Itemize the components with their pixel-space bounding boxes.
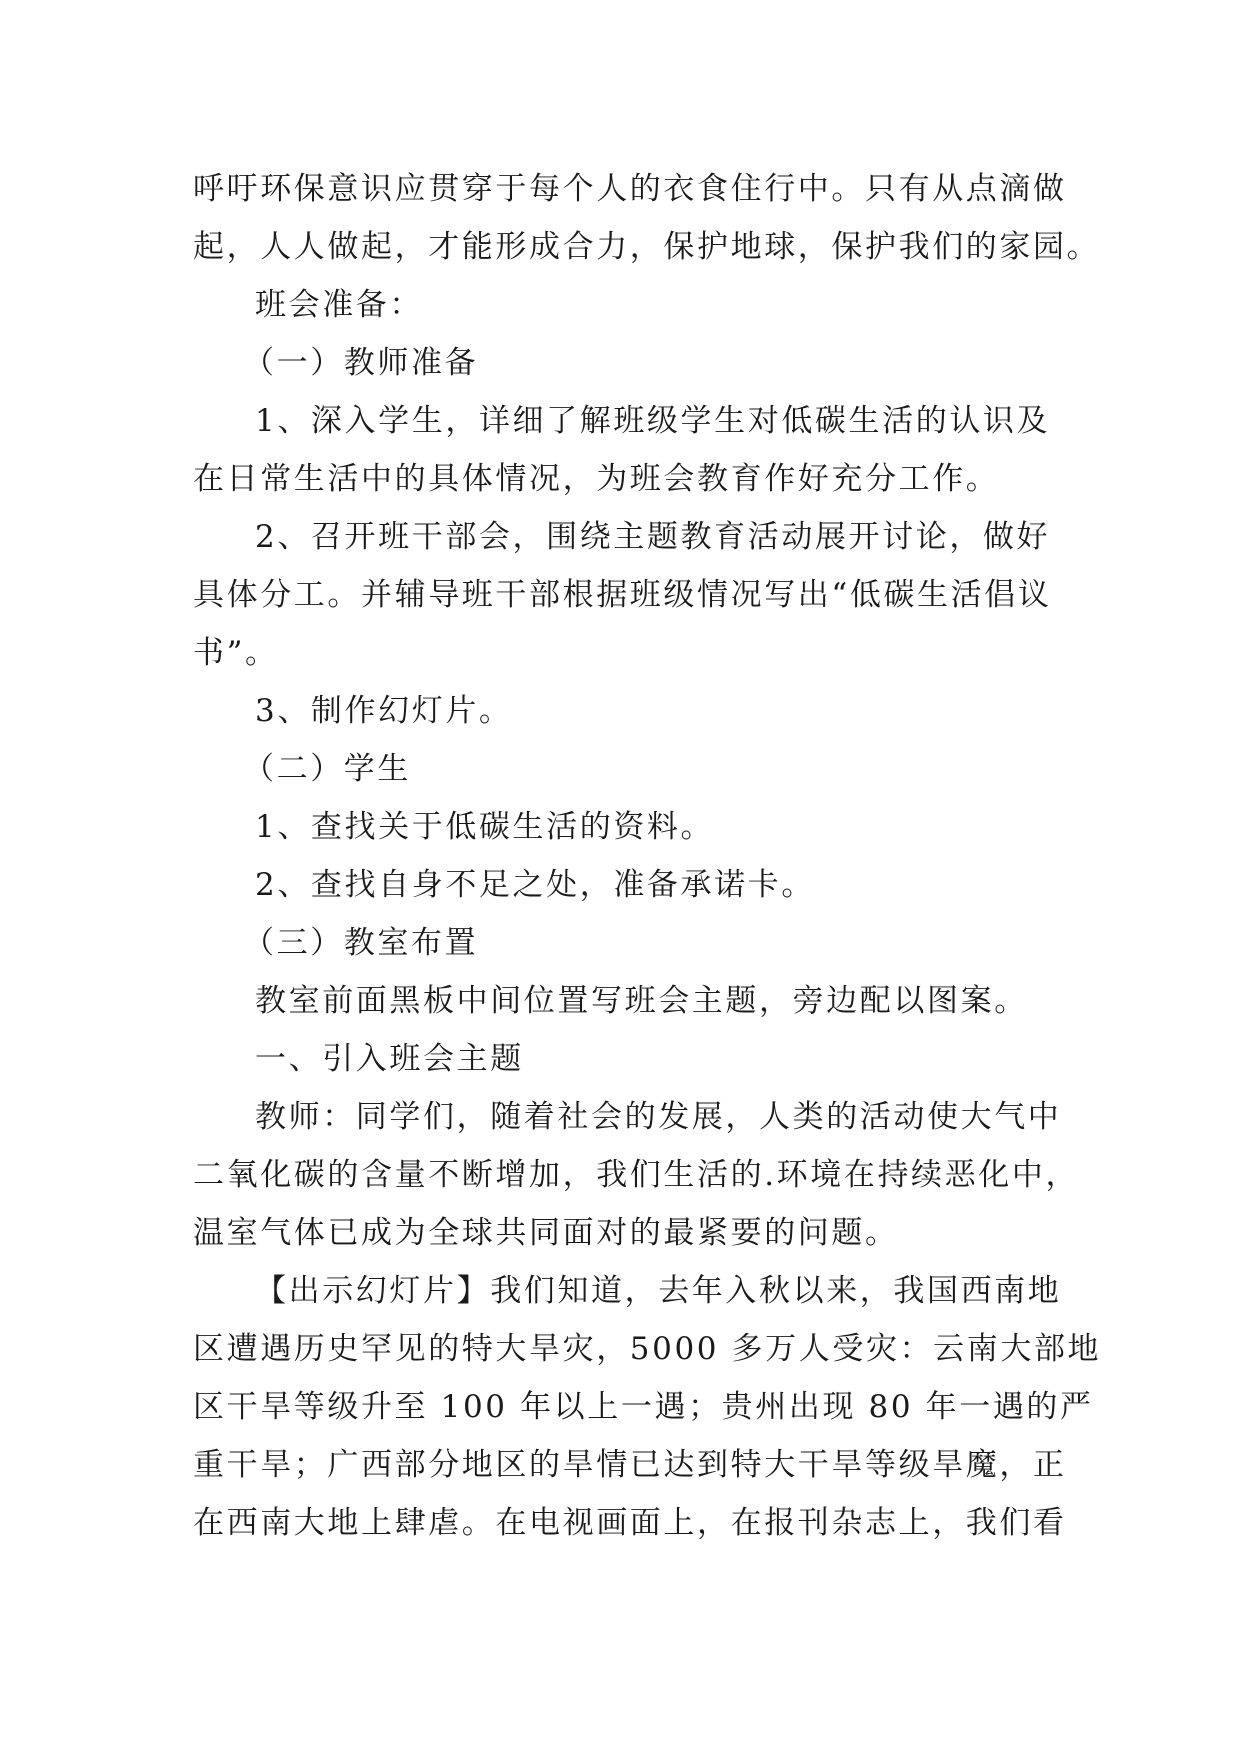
paragraph-line: 在日常生活中的具体情况，为班会教育作好充分工作。 xyxy=(193,461,1000,497)
paragraph-line: 【出示幻灯片】我们知道，去年入秋以来，我国西南地 xyxy=(255,1273,1062,1309)
document-body xyxy=(193,160,1102,1552)
section-heading: 班会准备： xyxy=(255,287,423,323)
list-item: 2、召开班干部会，围绕主题教育活动展开讨论，做好 xyxy=(255,519,1051,555)
list-item: 3、制作幻灯片。 xyxy=(255,693,513,729)
paragraph-line: 教师：同学们，随着社会的发展，人类的活动使大气中 xyxy=(255,1099,1062,1135)
paragraph-line: 具体分工。并辅导班干部根据班级情况写出“低碳生活倡议 xyxy=(193,577,1052,613)
paragraph-line: 二氧化碳的含量不断增加，我们生活的.环境在持续恶化中， xyxy=(193,1157,1080,1193)
section-heading: 一、引入班会主题 xyxy=(255,1041,524,1077)
list-item: 1、深入学生，详细了解班级学生对低碳生活的认识及 xyxy=(255,403,1051,439)
subsection-heading: （三）教室布置 xyxy=(243,925,479,961)
paragraph-line: 书”。 xyxy=(193,635,279,671)
list-item: 2、查找自身不足之处，准备承诺卡。 xyxy=(255,867,815,903)
paragraph-line: 区遭遇历史罕见的特大旱灾，5000 多万人受灾：云南大部地 xyxy=(193,1331,1102,1367)
subsection-heading: （二）学生 xyxy=(243,751,411,787)
paragraph-line: 教室前面黑板中间位置写班会主题，旁边配以图案。 xyxy=(255,983,1028,1019)
paragraph-line: 呼吁环保意识应贯穿于每个人的衣食住行中。只有从点滴做 xyxy=(193,171,1067,207)
paragraph-line: 重干旱；广西部分地区的旱情已达到特大干旱等级旱魔，正 xyxy=(193,1447,1067,1483)
list-item: 1、查找关于低碳生活的资料。 xyxy=(255,809,715,845)
paragraph-line: 在西南大地上肆虐。在电视画面上，在报刊杂志上，我们看 xyxy=(193,1505,1067,1541)
paragraph-line: 温室气体已成为全球共同面对的最紧要的问题。 xyxy=(193,1215,899,1251)
subsection-heading: （一）教师准备 xyxy=(243,345,479,381)
paragraph-line: 起，人人做起，才能形成合力，保护地球，保护我们的家园。 xyxy=(193,229,1101,265)
paragraph-line: 区干旱等级升至 100 年以上一遇；贵州出现 80 年一遇的严 xyxy=(193,1389,1094,1425)
